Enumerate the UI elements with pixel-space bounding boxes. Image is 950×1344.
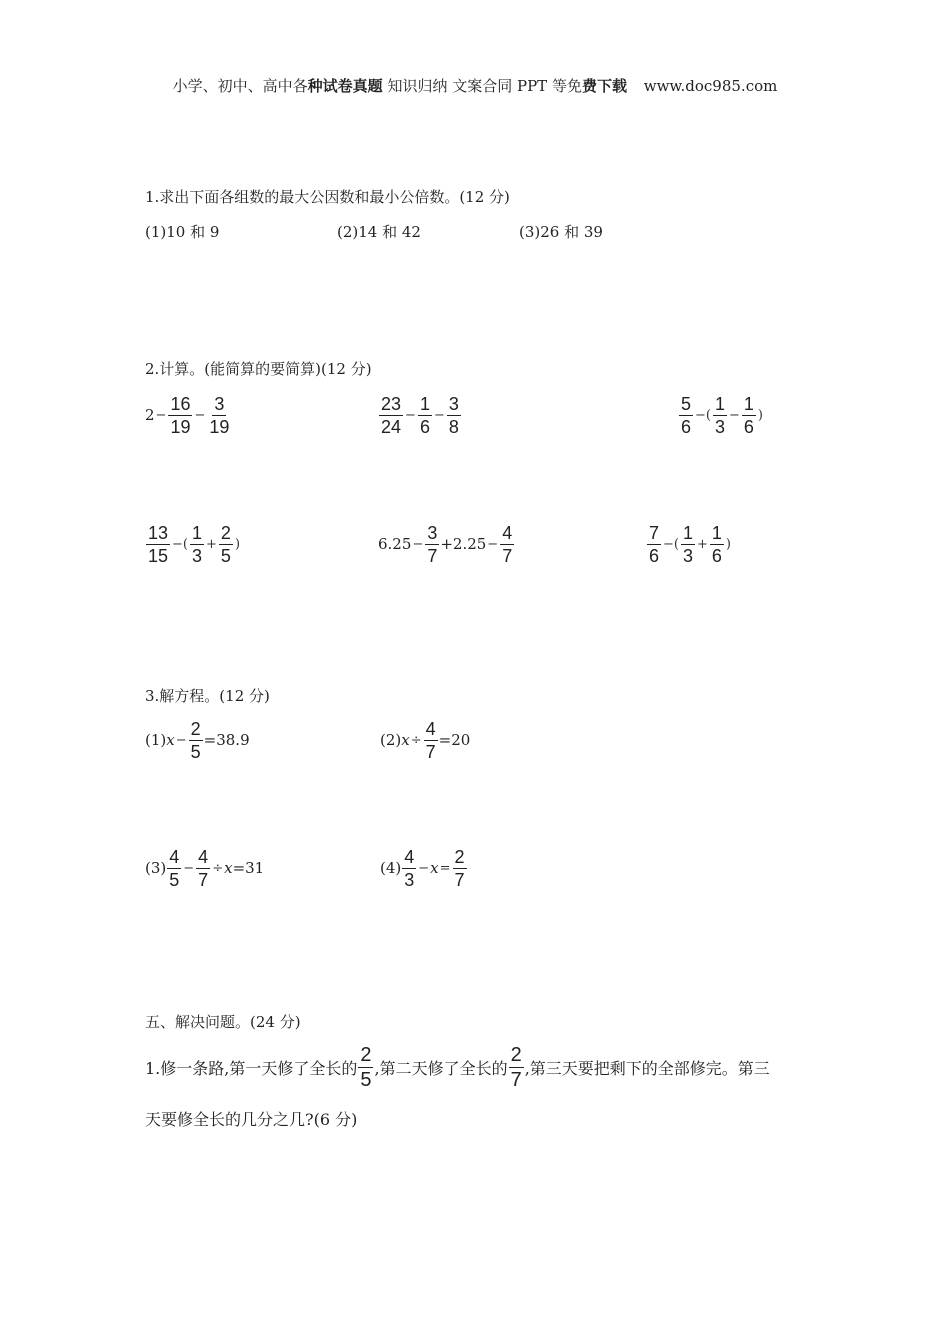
q1-item-2: (2)14 和 42 [337, 223, 421, 241]
problem-text: 1.修一条路,第一天修了全长的 [145, 1058, 358, 1078]
problem-1-line-1 [145, 1042, 770, 1092]
denominator: 3 [714, 416, 725, 437]
numerator: 2 [220, 522, 231, 543]
denominator: 7 [454, 869, 465, 890]
page-header [0, 75, 950, 96]
minus-sign: − [412, 536, 424, 552]
variable-x: x [401, 731, 410, 749]
q1-title: 1.求出下面各组数的最大公因数和最小公倍数。(12 分) [145, 188, 510, 206]
numerator: 1 [419, 393, 430, 414]
minus-paren: −( [172, 536, 188, 552]
plus-sign: + [697, 536, 708, 552]
denominator: 6 [419, 416, 430, 437]
minus-sign: − [183, 860, 195, 876]
header-text-1: 小学、初中、高中各 [172, 77, 308, 95]
denominator: 7 [427, 545, 438, 566]
denominator: 19 [209, 416, 230, 437]
fraction [167, 847, 181, 890]
numerator: 1 [192, 522, 203, 543]
expr-text: 6.25 [378, 535, 412, 553]
numerator: 1 [682, 522, 693, 543]
q2-expression-4 [145, 520, 241, 568]
fraction [742, 394, 756, 437]
denominator: 8 [448, 416, 459, 437]
denominator: 7 [198, 869, 209, 890]
numerator: 2 [190, 718, 201, 739]
denominator: 6 [681, 416, 692, 437]
minus-sign: − [729, 407, 740, 423]
variable-x: x [430, 859, 439, 877]
numerator: 16 [170, 393, 191, 414]
numerator: 4 [404, 846, 415, 867]
fraction [679, 394, 693, 437]
fraction [189, 719, 203, 762]
close-paren: ) [725, 536, 731, 552]
q1-item-1: (1)10 和 9 [145, 223, 220, 241]
minus-sign: − [155, 407, 167, 423]
fraction [713, 394, 727, 437]
fraction [196, 847, 210, 890]
divide-sign: ÷ [410, 732, 422, 748]
q2-expression-1 [145, 391, 232, 439]
q1-item-3: (3)26 和 39 [519, 223, 603, 241]
q2-expression-2 [378, 391, 462, 439]
plus-sign: + [206, 536, 217, 552]
numerator: 4 [198, 846, 209, 867]
header-text-4: 费下载 [581, 77, 627, 95]
fraction [681, 523, 695, 566]
minus-sign: − [418, 860, 430, 876]
denominator: 15 [148, 545, 169, 566]
minus-sign: − [487, 536, 499, 552]
denominator: 5 [220, 545, 231, 566]
numerator: 5 [681, 393, 692, 414]
fraction [509, 1044, 524, 1091]
denominator: 19 [170, 416, 191, 437]
denominator: 3 [404, 869, 415, 890]
variable-x: x [224, 859, 233, 877]
numerator: 4 [425, 718, 436, 739]
minus-sign: − [405, 407, 416, 423]
q2-title: 2.计算。(能简算的要简算)(12 分) [145, 360, 372, 378]
denominator: 7 [510, 1068, 522, 1091]
fraction [379, 394, 403, 437]
denominator: 6 [743, 416, 754, 437]
q2-expression-5 [378, 520, 515, 568]
close-paren: ) [757, 407, 763, 423]
q2-expression-6 [646, 520, 732, 568]
q3-equation-2 [380, 716, 470, 764]
denominator: 6 [711, 545, 722, 566]
numerator: 4 [169, 846, 180, 867]
denominator: 5 [360, 1068, 372, 1091]
q3-equation-1 [145, 716, 250, 764]
q3-equation-4 [380, 844, 468, 892]
fraction [500, 523, 514, 566]
numerator: 4 [502, 522, 513, 543]
minus-sign: − [194, 407, 206, 423]
numerator: 3 [448, 393, 459, 414]
numerator: 1 [711, 522, 722, 543]
minus-paren: −( [695, 407, 711, 423]
expr-text: 2 [145, 406, 155, 424]
numerator: 2 [454, 846, 465, 867]
numerator: 13 [148, 522, 169, 543]
fraction [710, 523, 724, 566]
numerator: 23 [381, 393, 402, 414]
fraction [418, 394, 432, 437]
equals-sign: = [439, 860, 451, 876]
expr-text: +2.25 [440, 535, 487, 553]
section5-title: 五、解决问题。(24 分) [145, 1013, 301, 1031]
numerator: 3 [214, 393, 225, 414]
equation-label: (2) [380, 731, 402, 749]
denominator: 24 [381, 416, 402, 437]
denominator: 6 [649, 545, 660, 566]
header-website-link[interactable]: www.doc985.com [643, 77, 778, 95]
denominator: 7 [425, 741, 436, 762]
numerator: 1 [714, 393, 725, 414]
numerator: 1 [743, 393, 754, 414]
equation-rhs: =38.9 [203, 731, 250, 749]
variable-x: x [166, 731, 175, 749]
fraction [190, 523, 204, 566]
fraction [647, 523, 661, 566]
fraction [402, 847, 416, 890]
fraction [168, 394, 192, 437]
equation-rhs: =31 [232, 859, 265, 877]
equation-label: (3) [145, 859, 167, 877]
problem-text: ,第三天要把剩下的全部修完。第三 [524, 1058, 770, 1078]
denominator: 5 [169, 869, 180, 890]
fraction [447, 394, 461, 437]
minus-sign: − [175, 732, 187, 748]
fraction [219, 523, 233, 566]
denominator: 5 [190, 741, 201, 762]
minus-sign: − [433, 407, 445, 423]
denominator: 3 [682, 545, 693, 566]
equation-rhs: =20 [438, 731, 471, 749]
fraction [425, 523, 439, 566]
problem-1-line-2: 天要修全长的几分之几?(6 分) [145, 1110, 358, 1129]
denominator: 7 [502, 545, 513, 566]
equation-label: (1) [145, 731, 167, 749]
q3-title: 3.解方程。(12 分) [145, 687, 270, 705]
fraction [146, 523, 170, 566]
q2-expression-3 [678, 391, 764, 439]
fraction [453, 847, 467, 890]
fraction [207, 394, 231, 437]
divide-sign: ÷ [212, 860, 224, 876]
fraction [358, 1044, 373, 1091]
numerator: 3 [427, 522, 438, 543]
header-text-3: 知识归纳 文案合同 PPT 等免 [382, 77, 582, 95]
numerator: 2 [360, 1043, 372, 1066]
equation-label: (4) [380, 859, 402, 877]
fraction [424, 719, 438, 762]
q3-equation-3 [145, 844, 264, 892]
numerator: 2 [510, 1043, 522, 1066]
close-paren: ) [234, 536, 241, 552]
header-text-2: 种试卷真题 [307, 77, 383, 95]
denominator: 3 [192, 545, 203, 566]
numerator: 7 [649, 522, 660, 543]
minus-paren: −( [663, 536, 679, 552]
problem-text: ,第二天修了全长的 [374, 1058, 508, 1078]
